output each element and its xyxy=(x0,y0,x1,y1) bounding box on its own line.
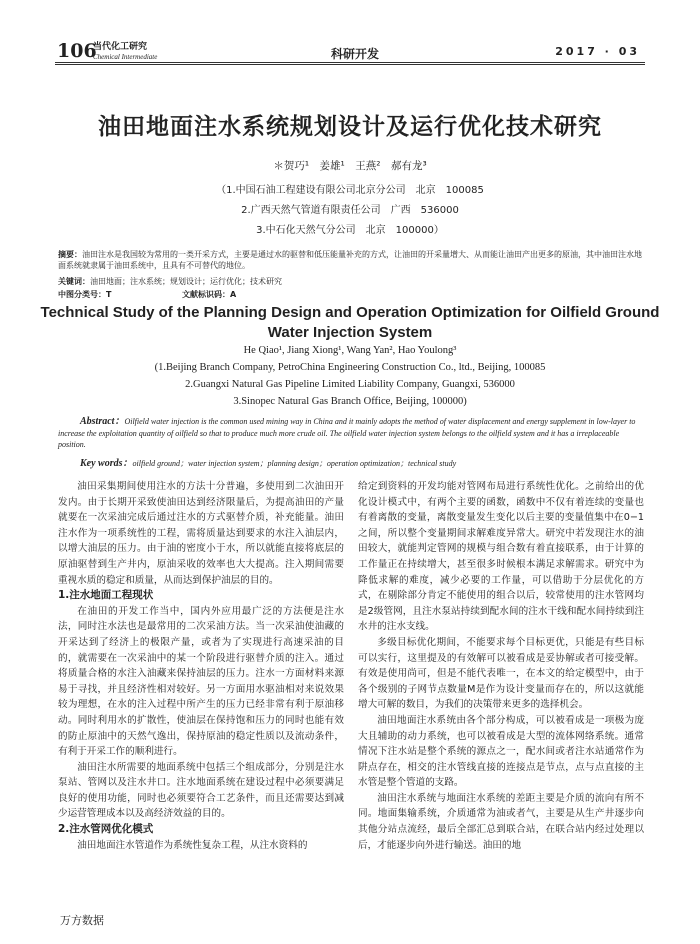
paragraph: 油田注水所需要的地面系统中包括三个组成部分，分别是注水泵站、管网以及注水井口。注水地面系统在建设过程中必须要满足良好的使用功能，同时也必须要符合工艺条件，而且还需要达到减少运营管理成本以及高经济效益的目的。 xyxy=(58,761,344,820)
affiliation-cn-1: （1.中国石油工程建设有限公司北京分公司 北京 100085 xyxy=(216,185,484,196)
affiliation-en-3: 3.Sinopec Natural Gas Branch Office, Beijing, 100000) xyxy=(233,396,467,407)
body-column-right xyxy=(358,479,644,853)
header-rule-2 xyxy=(55,64,645,65)
keywords-en-label: Key words： xyxy=(80,458,133,469)
abstract-en-text: Oilfield water injection is the common used mining way in China and it mainly adopts the method of water displacement and energy supplement in low-layer to increase the exploitation quantity of oilfield so that to produce much more crude oil. The oilfield water injection system belongs to the oilfield system and it has a irreplaceable position. xyxy=(58,417,636,449)
abstract-cn-label: 摘要： xyxy=(58,250,82,259)
paragraph: 油田采集期间使用注水的方法十分普遍，多使用到二次油田开发内。由于长期开采致使油田达到经济限量后，为提高油田的产量就要在一次采油完成后通过注水的方式驱替介质，补充能量。油田注水作为一项系统性的工程，需将质量达到要求的水注入油层内，以增大油层的压力。由于油的密度小于水，所以就能直接将底层的原油驱替到生产井内，原油采收的效率也大大提高。注入期间需要重视水质的稳定和质量，从而达到保护油层的目的。 xyxy=(58,481,344,586)
header-rule xyxy=(55,62,645,63)
body-column-left xyxy=(58,479,344,853)
paragraph: 油田地面注水管道作为系统性复杂工程，从注水资料的 xyxy=(77,839,308,851)
affiliation-en-2: 2.Guangxi Natural Gas Pipeline Limited Liability Company, Guangxi, 536000 xyxy=(185,379,515,390)
paper-title-en: Technical Study of the Planning Design and Operation Optimization for Oilfield Ground Water Injection System xyxy=(40,304,660,341)
abstract-en-label: Abstract： xyxy=(80,416,125,427)
section-title: 科研开发 xyxy=(330,47,379,61)
doc-code-label: 文献标识码： xyxy=(182,290,231,299)
affiliation-en-1: (1.Beijing Branch Company, PetroChina Engineering Construction Co., ltd., Beijing, 100085 xyxy=(154,362,546,373)
clc-label: 中图分类号： xyxy=(58,290,106,299)
authors-en: He Qiao¹, Jiang Xiong¹, Wang Yan², Hao Youlong³ xyxy=(243,345,457,356)
authors-cn: ＊贺巧¹ 姜雄¹ 王燕² 郝有龙³ xyxy=(273,160,427,172)
keywords-en-text: oilfield ground；water injection system；planning design；operation optimization；technical study xyxy=(132,459,457,468)
paragraph: 油田注水系统与地面注水系统的差距主要是介质的流向有所不同。地面集输系统，介质通常为油或者气，主要是从生产井逐步向其他分站点流经，最后全部汇总到联合站，在联合站内经过处理以后，才能逐步向外进行输送。油田的地 xyxy=(358,792,644,851)
paragraph: 给定到资料的开发均能对管网布局进行系统性优化。之前给出的优化设计模式中，有两个主要的函数，函数中不仅有着连续的变量也有着离散的变量，离散变量发生变化以后主要的变量值集中在0−1之间，所以整个变量期间求解难度异常大。研究中若发现注水的油田较大，就能判定管网的规模与组合数有着直接联系，由于计算的工作量正在持续增大，甚至很多时候根本满足求解需求。研究中为降低求解的难度，减少必要的工作量，可以借助于分层优化的方式，在剔除部分肯定不能使用的组合以后，较常使用的注水管网均是2级管网，且注水泵站持续到配水间的注水干线和配水间持续到注水井的注水支线。 xyxy=(358,481,644,633)
abstract-cn-text: 油田注水是我国较为常用的一类开采方式，主要是通过水的驱替和低压能量补充的方式，让油田的开采量增大、从而能让油田产出更多的原油，其中油田注水地面系统就隶属于油田系统中，且具有不可替代的地位。 xyxy=(58,250,642,270)
page-number: 106 xyxy=(57,40,97,62)
paragraph: 多级目标优化期间，不能要求每个目标更优，只能是有些目标可以实行，这里提及的有效解可以被看成是妥协解或者可接受解。有效是使用尚可，但是不能代表唯一，在本文的给定模型中，由于各个级别的子网节点数量M是作为设计变量而存在的，所以这就能增大可解的数目，为我们的决策带来更多的选择机会。 xyxy=(358,636,644,711)
clc-value: T xyxy=(106,290,112,299)
paragraph: 在油田的开发工作当中，国内外应用最广泛的方法便是注水法，同时注水法也是最常用的二次采油方法。当一次采油使油藏的开采达到了经济上的极限产量，或者为了实现进行高速采油的目的，就需要在一次采油中的某一个阶段进行驱替介质的注入。通过将质量合格的水注入油藏来保持油层的压力。注水一方面材料来源易于寻找，并且经济性相对较好。另一方面用水驱油相对来说效果较为理想，在水的注入过程中所产生的压力已经非常有利于原油移动。同时利用水的扩散性，使油层在保持饱和压力的同时也能有效的防止原油中的天然气逸出，保持原油的稳定性质以及流动条件，有利于开采工作的顺利进行。 xyxy=(58,605,344,758)
section-heading-2: 2.注水管网优化模式 xyxy=(58,823,154,836)
journal-title-en: Chemical Intermediate xyxy=(93,53,158,61)
abstract-en xyxy=(58,412,648,451)
keywords-cn-label: 关键词： xyxy=(58,277,90,286)
keywords-cn xyxy=(58,276,648,287)
abstract-cn xyxy=(58,249,648,271)
paper-title-cn: 油田地面注水系统规划设计及运行优化技术研究 xyxy=(98,114,602,140)
keywords-cn-text: 油田地面；注水系统；规划设计；运行优化；技术研究 xyxy=(90,277,282,286)
section-heading-1: 1.注水地面工程现状 xyxy=(58,589,154,602)
issue-label: 2017 · 03 xyxy=(555,45,640,58)
affiliation-cn-3: 3.中石化天然气分公司 北京 100000） xyxy=(256,225,444,236)
doc-code-value: A xyxy=(230,290,237,299)
paragraph: 油田地面注水系统由各个部分构成，可以被看成是一项极为庞大且辅助的动力系统，也可以被看成是大型的流体网络系统。通常情况下注水站是整个系统的源点之一，配水间或者注水站通常作为阱点存在，相交的注水管线直接的连接点是节点，点与点直接的主水管是整个管道的支路。 xyxy=(358,714,644,789)
affiliation-cn-2: 2.广西天然气管道有限责任公司 广西 536000 xyxy=(241,205,459,216)
journal-title-cn: 当代化工研究 xyxy=(93,42,148,52)
classification xyxy=(58,289,648,300)
keywords-en xyxy=(58,454,648,470)
footer-source: 万方数据 xyxy=(60,914,104,927)
